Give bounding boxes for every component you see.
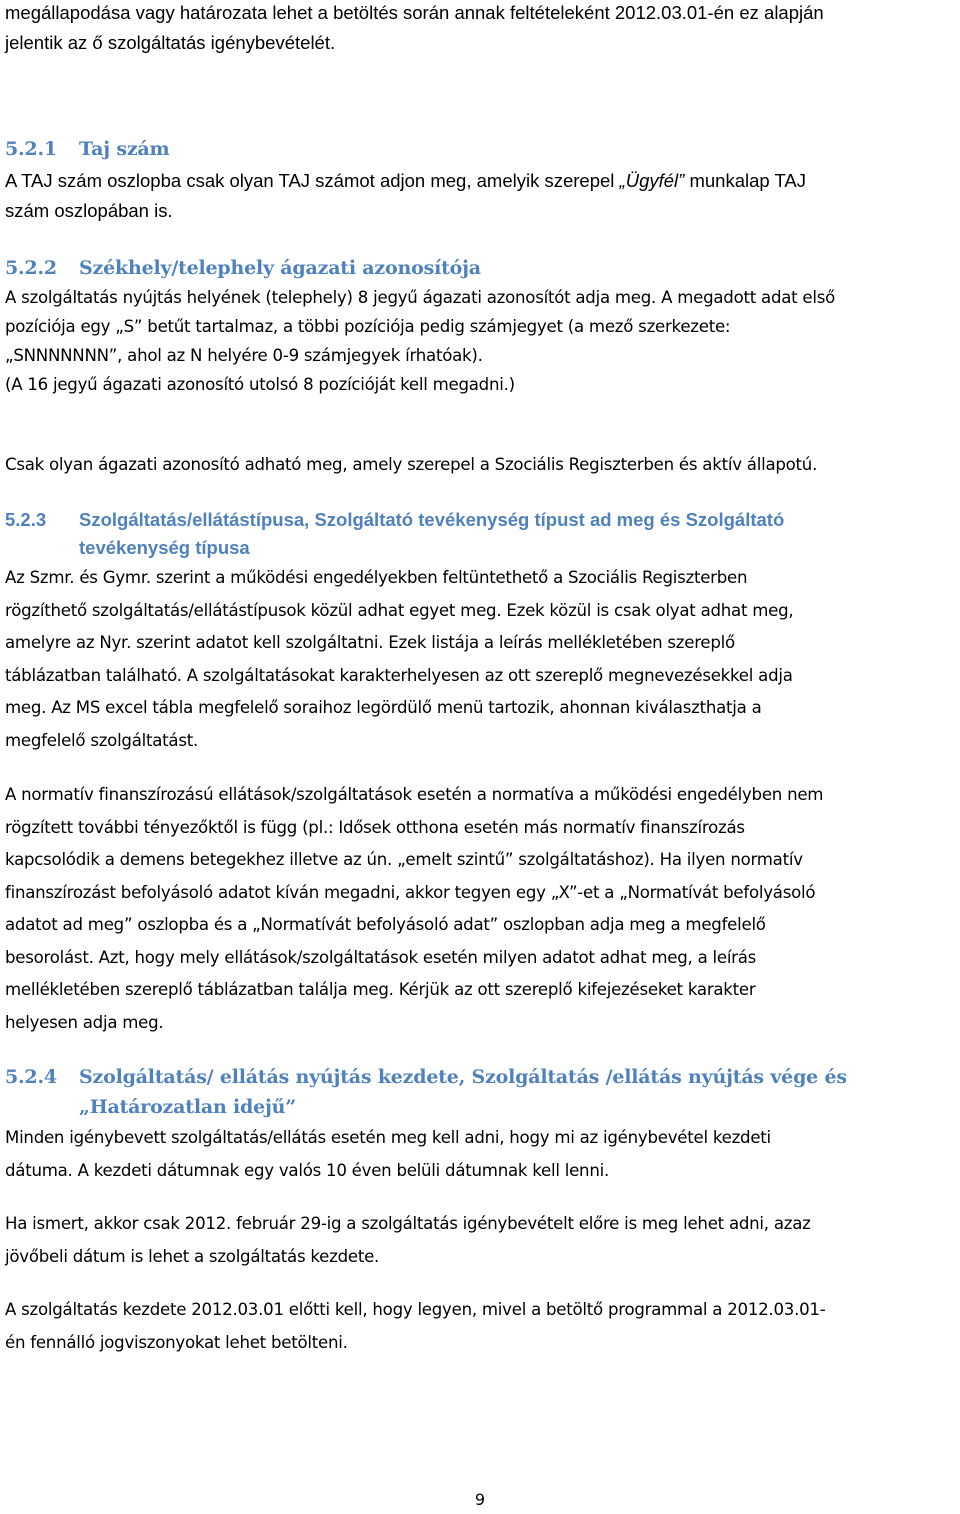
- section-title: Szolgáltatás/ ellátás nyújtás kezdete, Szolgáltatás /ellátás nyújtás vége és: [79, 1066, 847, 1088]
- page-number: 9: [474, 1490, 486, 1509]
- section-heading-5-2-2: [5, 253, 955, 283]
- section-heading-line: [5, 506, 955, 534]
- section-heading-5-2-4: [5, 1062, 955, 1122]
- section-5-2-4-para1: [5, 1122, 955, 1187]
- body-text: munkalap TAJ: [689, 170, 806, 191]
- body-line: Az Szmr. és Gymr. szerint a működési engedélyekben feltüntethető a Szociális Regiszterben: [5, 568, 748, 587]
- intro-line: jelentik az ő szolgáltatás igénybevételét.: [5, 32, 336, 53]
- body-line: (A 16 jegyű ágazati azonosító utolsó 8 pozícióját kell megadni.): [5, 375, 515, 394]
- section-number: 5.2.4: [5, 1066, 57, 1088]
- section-heading-line: [5, 1062, 955, 1092]
- section-heading-5-2-3: [5, 506, 955, 562]
- body-line: A szolgáltatás nyújtás helyének (telephely) 8 jegyű ágazati azonosítót adja meg. A megadott adat első: [5, 288, 836, 307]
- body-line: adatot ad meg” oszlopba és a „Normatívát befolyásoló adat” oszlopban adja meg a megfelelő: [5, 915, 766, 934]
- body-line: megfelelő szolgáltatást.: [5, 730, 199, 750]
- section-title: Szolgáltatás/ellátástípusa, Szolgáltató tevékenység típust ad meg és Szolgáltató: [79, 509, 785, 530]
- body-line: Ha ismert, akkor csak 2012. február 29-ig a szolgáltatás igénybevételt előre is meg lehet adni, azaz: [5, 1214, 811, 1233]
- body-line: Minden igénybevett szolgáltatás/ellátás esetén meg kell adni, hogy mi az igénybevétel kezdeti: [5, 1128, 771, 1147]
- body-line: A szolgáltatás kezdete 2012.03.01 előtti kell, hogy legyen, mivel a betöltő programmal a 2012.03.01-: [5, 1300, 826, 1319]
- section-5-2-3-para1: [5, 562, 955, 757]
- section-title: „Határozatlan idejű”: [79, 1096, 297, 1118]
- section-title: Székhely/telephely ágazati azonosítója: [79, 257, 481, 279]
- body-line: Csak olyan ágazati azonosító adható meg, amely szerepel a Szociális Regiszterben és aktív állapotú.: [5, 455, 818, 474]
- section-number: 5.2.3: [5, 509, 47, 530]
- body-line: A normatív finanszírozású ellátások/szolgáltatások esetén a normatíva a működési engedélyben nem: [5, 785, 824, 804]
- section-heading-line: [5, 534, 955, 562]
- body-line: rögzített további tényezőktől is függ (pl.: Idősek otthona esetén más normatív finanszírozás: [5, 817, 745, 837]
- section-5-2-2-para1: [5, 283, 955, 399]
- section-5-2-2-para2: [5, 449, 955, 482]
- body-line: dátuma. A kezdeti dátumnak egy valós 10 éven belüli dátumnak kell lenni.: [5, 1160, 609, 1180]
- section-5-2-3-para2: [5, 779, 955, 1039]
- body-line: táblázatban található. A szolgáltatásokat karakterhelyesen az ott szereplő megnevezésekkel adja: [5, 665, 793, 685]
- body-line: finanszírozást befolyásoló adatot kíván megadni, akkor tegyen egy „X”-et a „Normatívát befolyásoló: [5, 882, 816, 902]
- section-heading-5-2-1: [5, 134, 955, 164]
- intro-line: megállapodása vagy határozata lehet a betöltés során annak feltételeként 2012.03.01-én ez alapján: [5, 2, 824, 23]
- section-heading-line: [5, 1092, 955, 1122]
- body-line: én fennálló jogviszonyokat lehet betölteni.: [5, 1332, 348, 1352]
- sheet-name: „Ügyfél”: [619, 170, 685, 191]
- section-title: tevékenység típusa: [79, 537, 250, 558]
- body-text: A TAJ szám oszlopba csak olyan TAJ számot adjon meg, amelyik szerepel: [5, 170, 615, 191]
- section-5-2-4-para2: [5, 1208, 955, 1273]
- body-line: besorolást. Azt, hogy mely ellátások/szolgáltatások esetén milyen adatot adhat meg, a leírás: [5, 947, 757, 967]
- body-line: meg. Az MS excel tábla megfelelő soraihoz legördülő menü tartozik, ahonnan kiválaszthatja a: [5, 698, 762, 717]
- body-line: pozíciója egy „S” betűt tartalmaz, a többi pozíciója pedig számjegyet (a mező szerkezete:: [5, 317, 731, 336]
- section-number: 5.2.1: [5, 138, 57, 160]
- intro-paragraph: [5, 0, 955, 58]
- section-title: Taj szám: [79, 138, 170, 160]
- body-line: „SNNNNNNN”, ahol az N helyére 0-9 számjegyek írhatóak).: [5, 346, 483, 365]
- section-5-2-4-para3: [5, 1294, 955, 1359]
- body-line: rögzíthető szolgáltatás/ellátástípusok közül adhat egyet meg. Ezek közül is csak olyat adhat meg,: [5, 600, 794, 620]
- body-line: mellékletében szereplő táblázatban találja meg. Kérjük az ott szereplő kifejezéseket karakter: [5, 980, 756, 999]
- body-line: [5, 166, 955, 196]
- body-line: szám oszlopában is.: [5, 200, 173, 221]
- body-line: amelyre az Nyr. szerint adatot kell szolgáltatni. Ezek listája a leírás mellékletében szereplő: [5, 633, 735, 652]
- body-line: jövőbeli dátum is lehet a szolgáltatás kezdete.: [5, 1246, 380, 1266]
- section-number: 5.2.2: [5, 257, 57, 279]
- section-5-2-1-body: [5, 166, 955, 226]
- body-line: kapcsolódik a demens betegekhez illetve az ún. „emelt szintű” szolgáltatáshoz). Ha ilyen normatív: [5, 850, 803, 869]
- body-line: helyesen adja meg.: [5, 1012, 164, 1032]
